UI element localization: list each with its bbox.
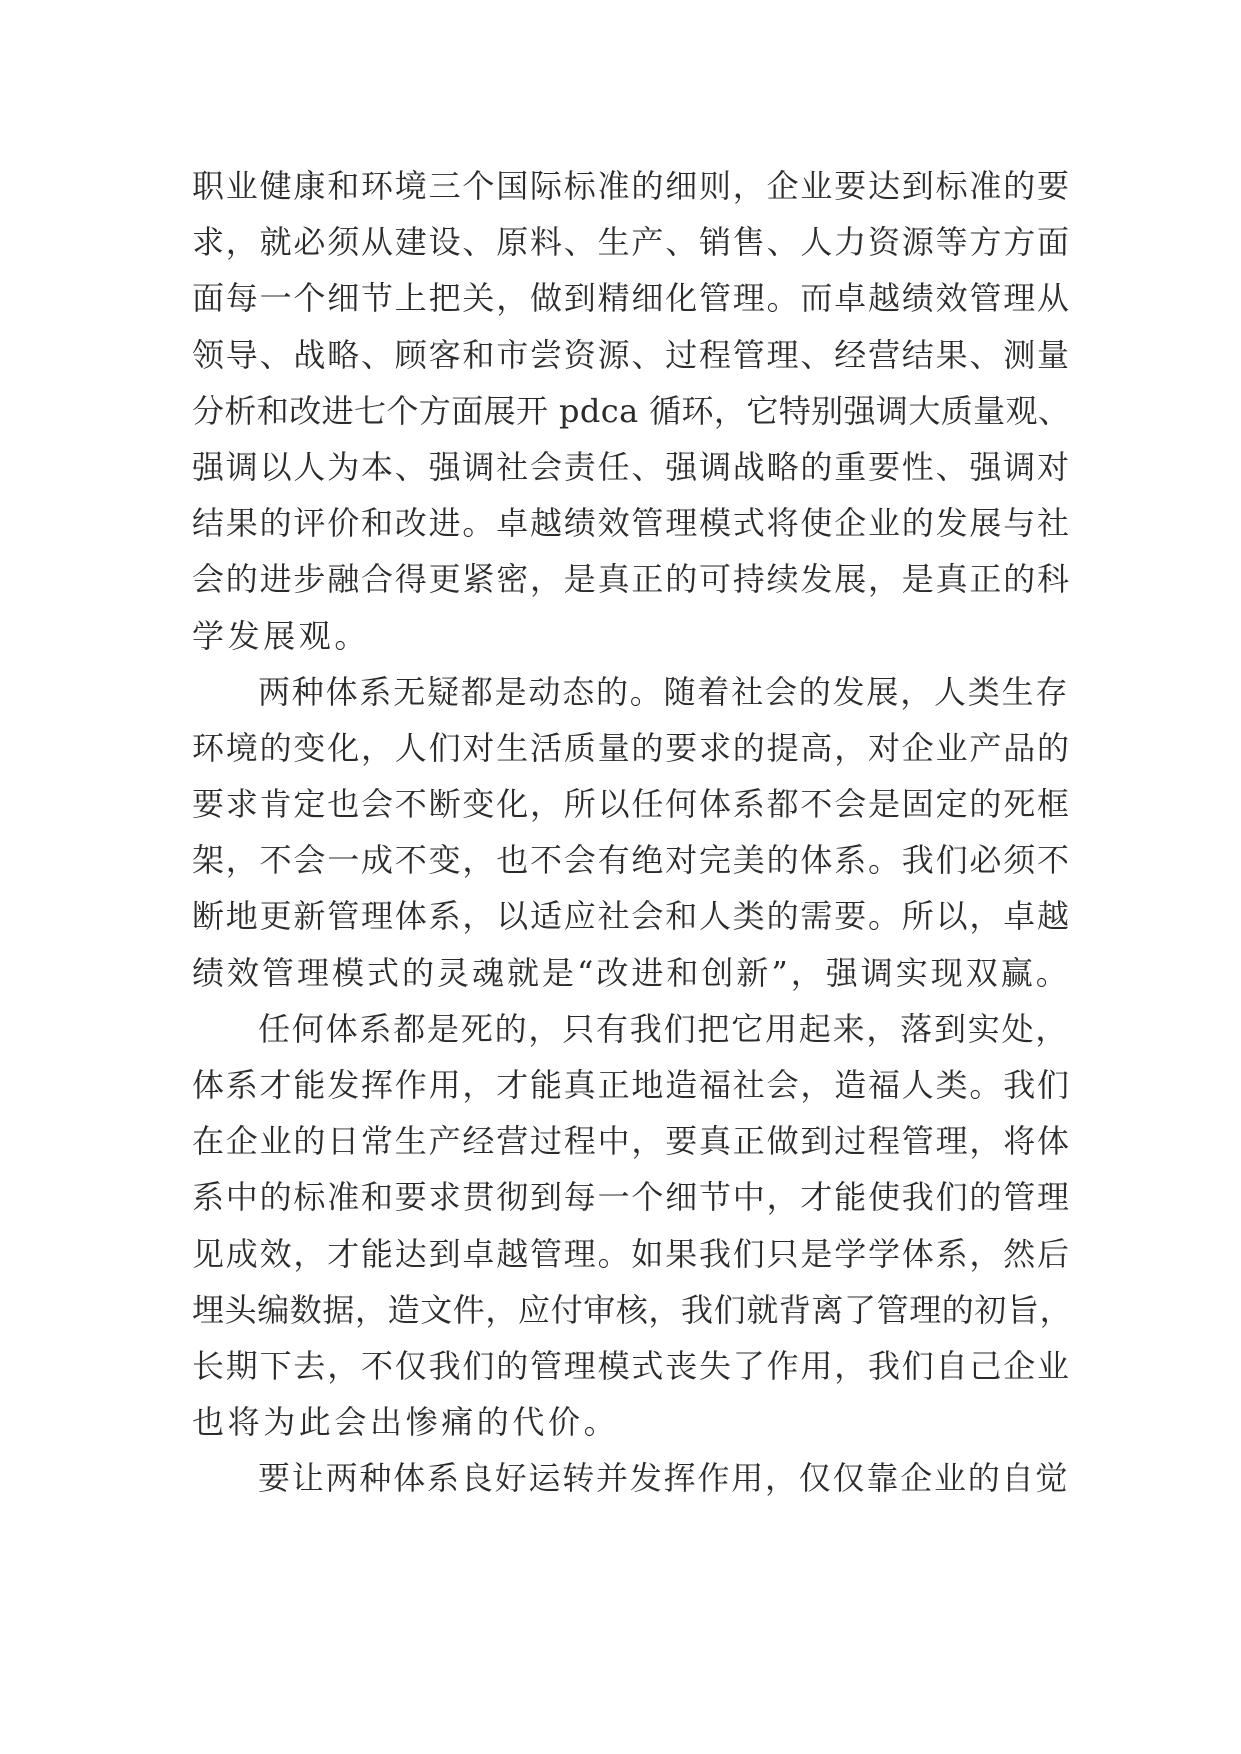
text-line: 绩效管理模式的灵魂就是“改进和创新”，强调实现双赢。 [192,953,1071,992]
text-line: 也将为此会出惨痛的代价。 [192,1403,620,1442]
text-line: 体系才能发挥作用，才能真正地造福社会，造福人类。我们 [192,1066,1071,1104]
text-line: 在企业的日常生产经营过程中，要真正做到过程管理，将体 [192,1122,1071,1161]
text-line: 架，不会一成不变，也不会有绝对完美的体系。我们必须不 [192,841,1071,880]
text-line: 学发展观。 [192,616,371,655]
paragraph-first-line: 要让两种体系良好运转并发挥作用，仅仅靠企业的自觉 [258,1459,1070,1498]
text-line: 埋头编数据，造文件，应付审核，我们就背离了管理的初旨， [192,1290,1073,1329]
text-line: 断地更新管理体系，以适应社会和人类的需要。所以，卓越 [192,897,1071,936]
text-line: 环境的变化，人们对生活质量的要求的提高，对企业产品的 [192,728,1071,767]
text-line: 系中的标准和要求贯彻到每一个细节中，才能使我们的管理 [192,1178,1071,1217]
text-line: 职业健康和环境三个国际标准的细则，企业要达到标准的要 [192,167,1071,205]
text-line: 强调以人为本、强调社会责任、强调战略的重要性、强调对 [192,447,1071,486]
text-line: 面每一个细节上把关，做到精细化管理。而卓越绩效管理从 [192,279,1071,318]
paragraph-first-line: 两种体系无疑都是动态的。随着社会的发展，人类生存 [258,672,1070,711]
text-line: 分析和改进七个方面展开 pdca 循环，它特别强调大质量观、 [192,391,1071,430]
text-line: 求，就必须从建设、原料、生产、销售、人力资源等方方面 [192,223,1071,262]
paragraph-first-line: 任何体系都是死的，只有我们把它用起来，落到实处， [258,1009,1070,1048]
text-line: 见成效，才能达到卓越管理。如果我们只是学学体系，然后 [192,1234,1071,1273]
text-line: 长期下去，不仅我们的管理模式丧失了作用，我们自己企业 [192,1346,1071,1385]
text-line: 结果的评价和改进。卓越绩效管理模式将使企业的发展与社 [192,504,1071,543]
body-text [192,158,1072,1507]
text-line: 领导、战略、顾客和市尝资源、过程管理、经营结果、测量 [192,335,1071,374]
text-line: 会的进步融合得更紧密，是真正的可持续发展，是真正的科 [192,560,1071,599]
text-line: 要求肯定也会不断变化，所以任何体系都不会是固定的死框 [192,785,1071,824]
